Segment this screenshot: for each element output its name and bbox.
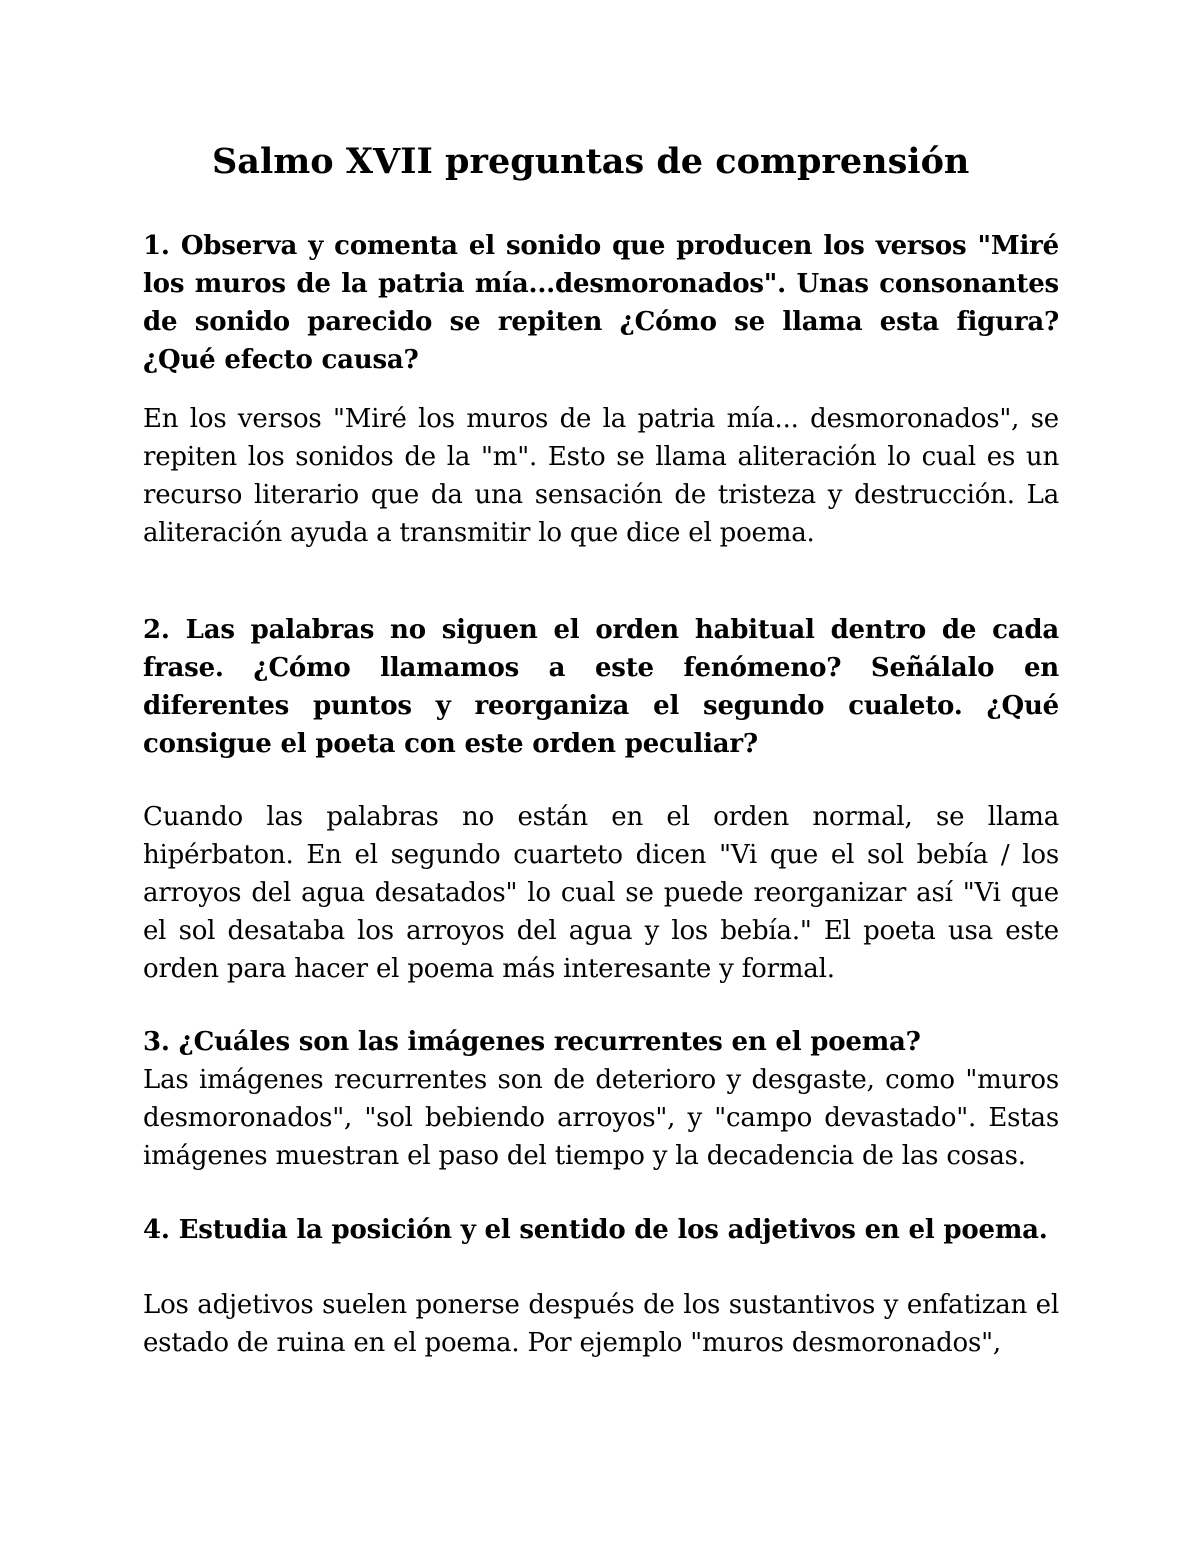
question-4: 4. Estudia la posición y el sentido de los adjetivos en el poema. [143,1215,1048,1245]
document-title: Salmo XVII preguntas de comprensión [212,141,970,182]
answer-3: Las imágenes recurrentes son de deterioro y desgaste, como "muros desmoronados", "sol bebiendo arroyos", y "campo devastado". Estas imágenes muestran el paso del tiempo y la decadencia de las cosas. [143,1065,1059,1171]
question-3: 3. ¿Cuáles son las imágenes recurrentes en el poema? [143,1027,921,1057]
answer-2: Cuando las palabras no están en el orden normal, se llama hipérbaton. En el segundo cuarteto dicen "Vi que el sol bebía / los arroyos del agua desatados" lo cual se puede reorganizar así "Vi que el sol desataba los arroyos del agua y los bebía." El poeta usa este orden para hacer el poema más interesante y formal. [143,802,1059,984]
answer-4: Los adjetivos suelen ponerse después de los sustantivos y enfatizan el estado de ruina en el poema. Por ejemplo "muros desmoronados", [143,1290,1059,1358]
question-1: 1. Observa y comenta el sonido que producen los versos "Miré los muros de la patria mía...desmoronados". Unas consonantes de sonido parecido se repiten ¿Cómo se llama esta figura? ¿Qué efecto causa? [143,231,1059,375]
question-2: 2. Las palabras no siguen el orden habitual dentro de cada frase. ¿Cómo llamamos a este fenómeno? Señálalo en diferentes puntos y reorganiza el segundo cualeto. ¿Qué consigue el poeta con este orden peculiar? [143,615,1059,759]
answer-1: En los versos "Miré los muros de la patria mía... desmoronados", se repiten los sonidos de la "m". Esto se llama aliteración lo cual es un recurso literario que da una sensación de tristeza y destrucción. La aliteración ayuda a transmitir lo que dice el poema. [143,404,1059,548]
